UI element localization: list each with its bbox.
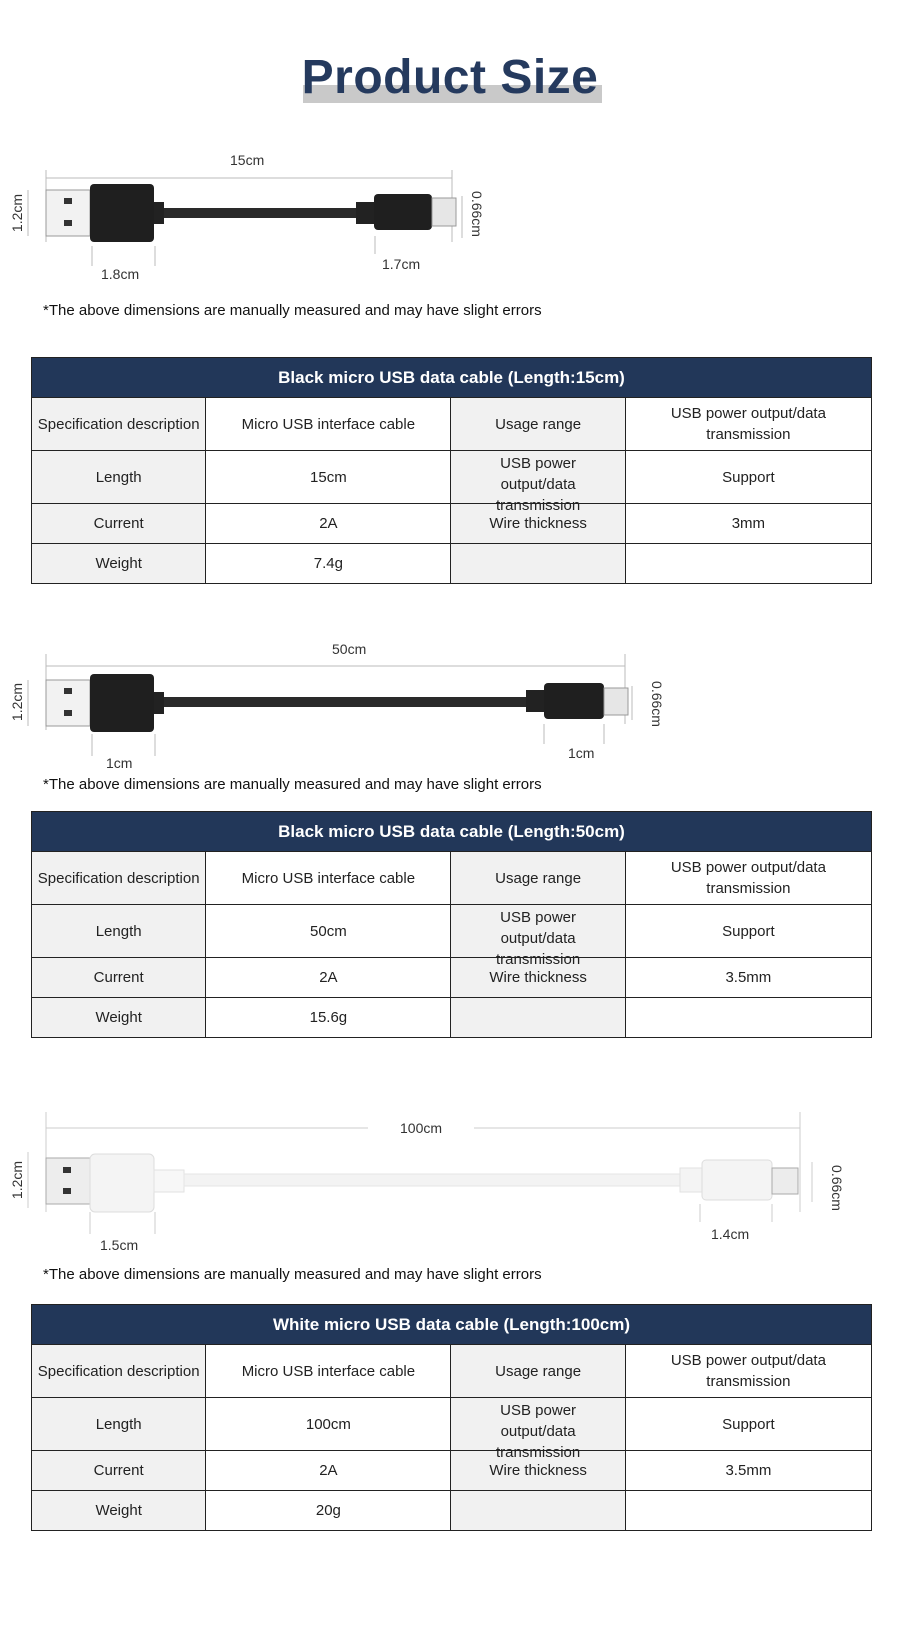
length-label: Length <box>32 451 206 504</box>
empty-cell <box>625 1491 871 1531</box>
spec-value: Micro USB interface cable <box>206 852 451 905</box>
wire-thickness-value: 3.5mm <box>625 958 871 998</box>
usage-value: USB power output/data transmission <box>625 398 871 451</box>
measurement-note: *The above dimensions are manually measured and may have slight errors <box>43 1266 542 1283</box>
dim-height: 1.2cm <box>9 1160 26 1200</box>
current-label: Current <box>32 958 206 998</box>
dim-length: 100cm <box>400 1120 443 1136</box>
measurement-note: *The above dimensions are manually measured and may have slight errors <box>43 302 542 319</box>
table-title: Black micro USB data cable (Length:50cm) <box>32 812 872 852</box>
dim-length: 50cm <box>332 641 367 657</box>
spec-label: Specification description <box>32 1345 206 1398</box>
table-title: Black micro USB data cable (Length:15cm) <box>32 358 872 398</box>
weight-value: 7.4g <box>206 544 451 584</box>
usb-power-label-text: USB power output/data transmission <box>496 455 581 514</box>
wire-thickness-label: Wire thickness <box>451 1451 625 1491</box>
dim-micro: 1cm <box>568 745 595 761</box>
usb-power-label <box>451 1398 625 1461</box>
usage-value: USB power output/data transmission <box>625 852 871 905</box>
spec-value: Micro USB interface cable <box>206 1345 451 1398</box>
current-value: 2A <box>206 504 451 544</box>
length-value: 50cm <box>206 905 451 958</box>
current-label: Current <box>32 504 206 544</box>
length-label: Length <box>32 1398 206 1451</box>
current-value: 2A <box>206 958 451 998</box>
dim-micro-height: 0.66cm <box>828 1165 845 1211</box>
usb-power-label <box>451 905 625 968</box>
cable-diagram-100cm <box>0 1112 900 1262</box>
weight-value: 20g <box>206 1491 451 1531</box>
table-title: White micro USB data cable (Length:100cm) <box>32 1305 872 1345</box>
wire-thickness-label: Wire thickness <box>451 504 625 544</box>
dim-micro: 1.7cm <box>382 256 421 272</box>
length-label: Length <box>32 905 206 958</box>
spec-table-15cm <box>31 357 872 584</box>
usb-power-label-text: USB power output/data transmission <box>496 1402 581 1461</box>
dim-height: 1.2cm <box>9 193 26 233</box>
support-value: Support <box>625 905 871 958</box>
usage-label: Usage range <box>451 1345 625 1398</box>
wire-thickness-label: Wire thickness <box>451 958 625 998</box>
measurement-note: *The above dimensions are manually measured and may have slight errors <box>43 776 542 793</box>
empty-cell <box>451 1491 625 1531</box>
usb-power-label-text: USB power output/data transmission <box>496 909 581 968</box>
dim-usb-a: 1.5cm <box>100 1237 139 1253</box>
spec-label: Specification description <box>32 852 206 905</box>
weight-label: Weight <box>32 544 206 584</box>
usage-label: Usage range <box>451 398 625 451</box>
length-value: 15cm <box>206 451 451 504</box>
spec-value: Micro USB interface cable <box>206 398 451 451</box>
cable-50cm-image <box>0 640 900 780</box>
wire-thickness-value: 3mm <box>625 504 871 544</box>
usb-power-label <box>451 451 625 514</box>
support-value: Support <box>625 451 871 504</box>
spec-table-100cm <box>31 1304 872 1531</box>
empty-cell <box>451 544 625 584</box>
usage-label: Usage range <box>451 852 625 905</box>
dim-micro-height: 0.66cm <box>648 681 665 727</box>
dim-usb-a: 1.8cm <box>101 266 140 282</box>
support-value: Support <box>625 1398 871 1451</box>
spec-table-50cm <box>31 811 872 1038</box>
empty-cell <box>625 544 871 584</box>
weight-label: Weight <box>32 1491 206 1531</box>
current-value: 2A <box>206 1451 451 1491</box>
cable-diagram-50cm <box>0 640 900 780</box>
dim-micro: 1.4cm <box>711 1226 750 1242</box>
weight-value: 15.6g <box>206 998 451 1038</box>
weight-label: Weight <box>32 998 206 1038</box>
dim-micro-height: 0.66cm <box>468 191 485 237</box>
title-block <box>0 50 900 110</box>
current-label: Current <box>32 1451 206 1491</box>
dim-height: 1.2cm <box>9 682 26 722</box>
page-title: Product Size <box>301 51 599 104</box>
dim-length: 15cm <box>230 152 265 168</box>
length-value: 100cm <box>206 1398 451 1451</box>
usage-value: USB power output/data transmission <box>625 1345 871 1398</box>
wire-thickness-value: 3.5mm <box>625 1451 871 1491</box>
spec-label: Specification description <box>32 398 206 451</box>
dim-usb-a: 1cm <box>106 755 133 771</box>
empty-cell <box>451 998 625 1038</box>
empty-cell <box>625 998 871 1038</box>
cable-diagram-15cm <box>0 150 900 290</box>
